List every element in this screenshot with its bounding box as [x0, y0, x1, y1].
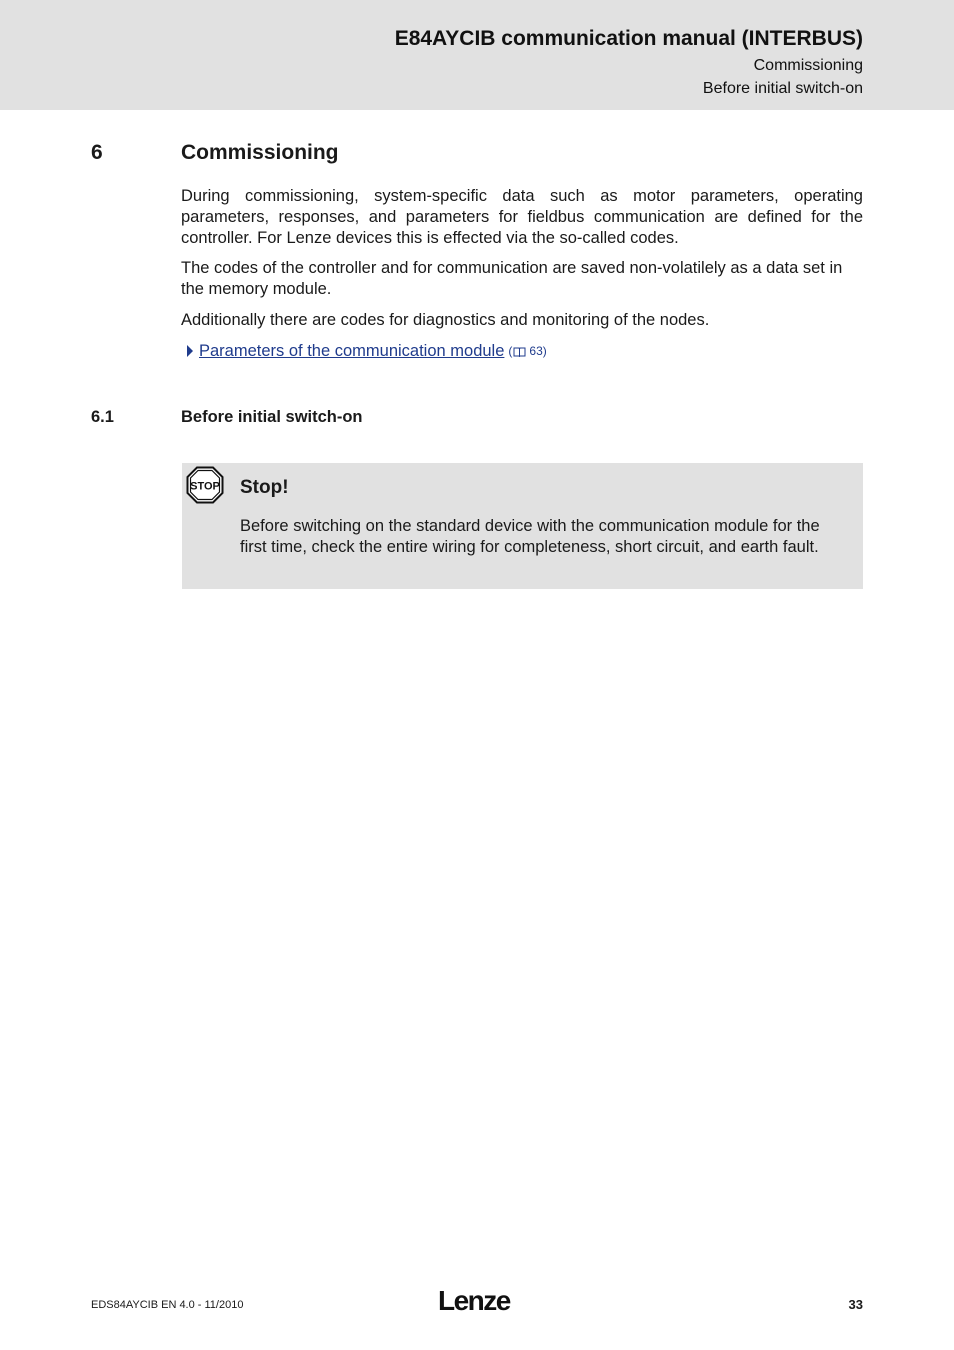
section-title: Commissioning	[181, 141, 339, 164]
document-title: E84AYCIB communication manual (INTERBUS)	[394, 27, 863, 50]
paragraph-3: Additionally there are codes for diagnostics and monitoring of the nodes.	[181, 311, 710, 329]
arrow-right-icon	[187, 345, 193, 357]
page-ref-number: 63)	[529, 344, 547, 358]
stop-icon	[186, 466, 224, 504]
stop-icon-label: STOP	[190, 480, 220, 493]
subsection-title: Before initial switch-on	[181, 408, 363, 426]
stop-text: Before switching on the standard device with the communication module for the first time, check the entire wiring for completeness, short circuit, and earth fault.	[240, 517, 820, 556]
stop-notice	[182, 463, 863, 589]
page-reference[interactable]	[508, 344, 546, 358]
lenze-logo	[438, 1285, 518, 1315]
paragraph-1: During commissioning, system-specific data such as motor parameters, operating parameters, responses, and parameters for fieldbus communication are defined for the controller. For Lenze devices this is effected via the so-called codes.	[181, 187, 863, 247]
book-icon	[513, 346, 526, 357]
section-number: 6	[91, 141, 103, 164]
paragraph-2: The codes of the controller and for communication are saved non-volatilely as a data set in the memory module.	[181, 259, 843, 298]
subsection-number: 6.1	[91, 408, 114, 426]
link-parameters[interactable]: Parameters of the communication module	[199, 341, 505, 360]
page-number: 33	[848, 1297, 863, 1312]
page-ref-open: (	[508, 344, 513, 358]
footer-document-id: EDS84AYCIB EN 4.0 - 11/2010	[91, 1299, 244, 1311]
header-text	[395, 24, 863, 100]
stop-title: Stop!	[240, 477, 289, 498]
page-header	[0, 0, 954, 110]
cross-reference[interactable]	[187, 340, 547, 362]
header-chapter: Commissioning	[753, 57, 863, 74]
logo-text: Lenze	[438, 1285, 510, 1315]
header-section: Before initial switch-on	[702, 80, 863, 97]
